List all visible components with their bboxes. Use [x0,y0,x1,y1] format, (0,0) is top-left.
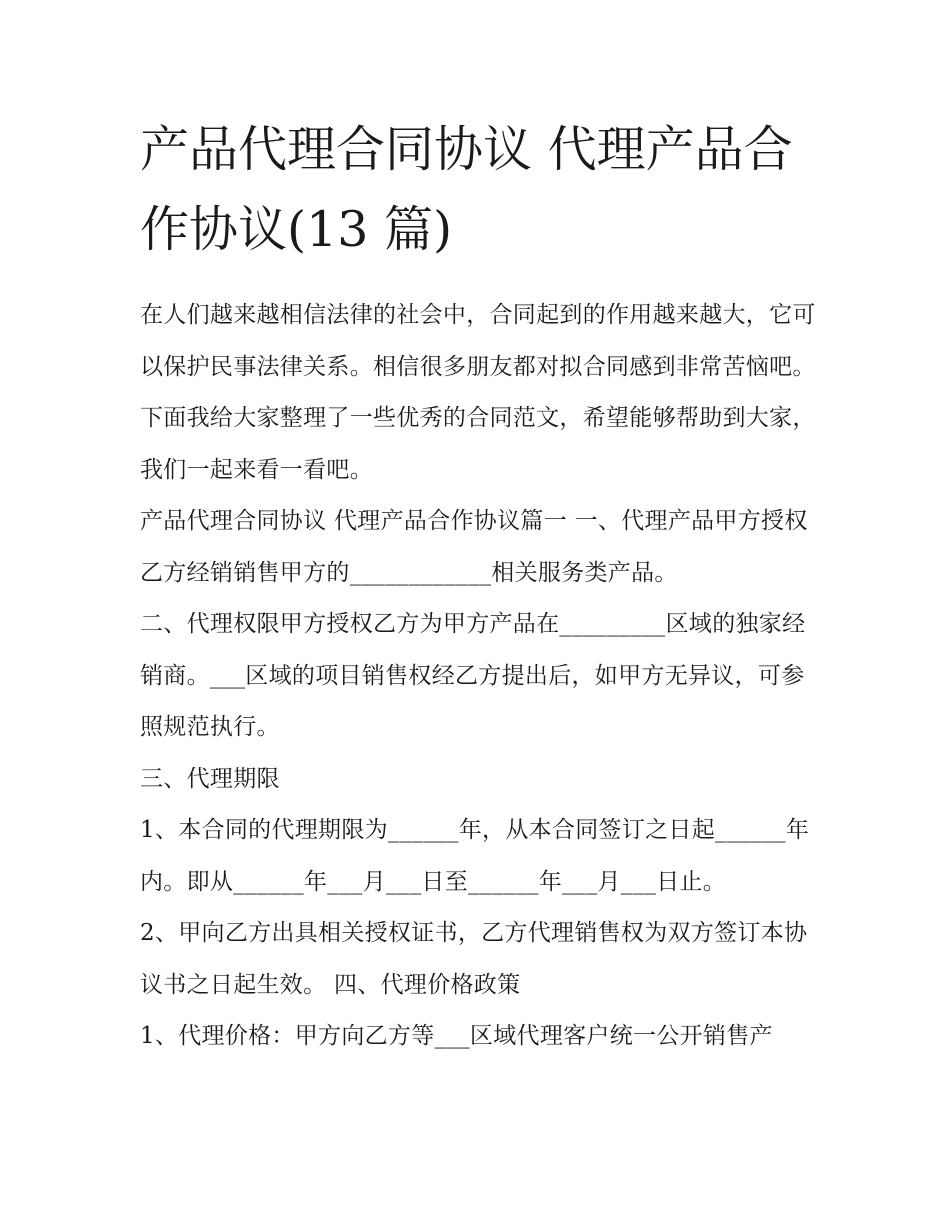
clause-3-1-paragraph: 1、本合同的代理期限为______年，从本合同签订之日起______年内。即从______年___月___日至______年___月___日止。 [140,817,810,895]
intro-paragraph: 在人们越来越相信法律的社会中，合同起到的作用越来越大，它可以保护民事法律关系。相信很多朋友都对拟合同感到非常苦恼吧。下面我给大家整理了一些优秀的合同范文，希望能够帮助到大家，我们一起来看一看吧。 [140,302,816,483]
section-one-paragraph: 产品代理合同协议 代理产品合作协议篇一 一、代理产品甲方授权乙方经销销售甲方的____________相关服务类产品。 [140,508,808,586]
section-three-heading: 三、代理期限 [140,765,280,792]
clause-3-2-paragraph: 2、甲向乙方出具相关授权证书，乙方代理销售权为双方签订本协议书之日起生效。 四、代理价格政策 [140,920,808,998]
document-title: 产品代理合同协议 代理产品合作协议(13 篇) [140,121,793,258]
section-two-paragraph: 二、代理权限甲方授权乙方为甲方产品在_________区域的独家经销商。___区域的项目销售权经乙方提出后，如甲方无异议，可参照规范执行。 [140,611,806,740]
document-page [140,110,820,1063]
clause-4-1-paragraph: 1、代理价格：甲方向乙方等___区域代理客户统一公开销售产 [140,1023,773,1049]
document-body [140,290,820,1063]
